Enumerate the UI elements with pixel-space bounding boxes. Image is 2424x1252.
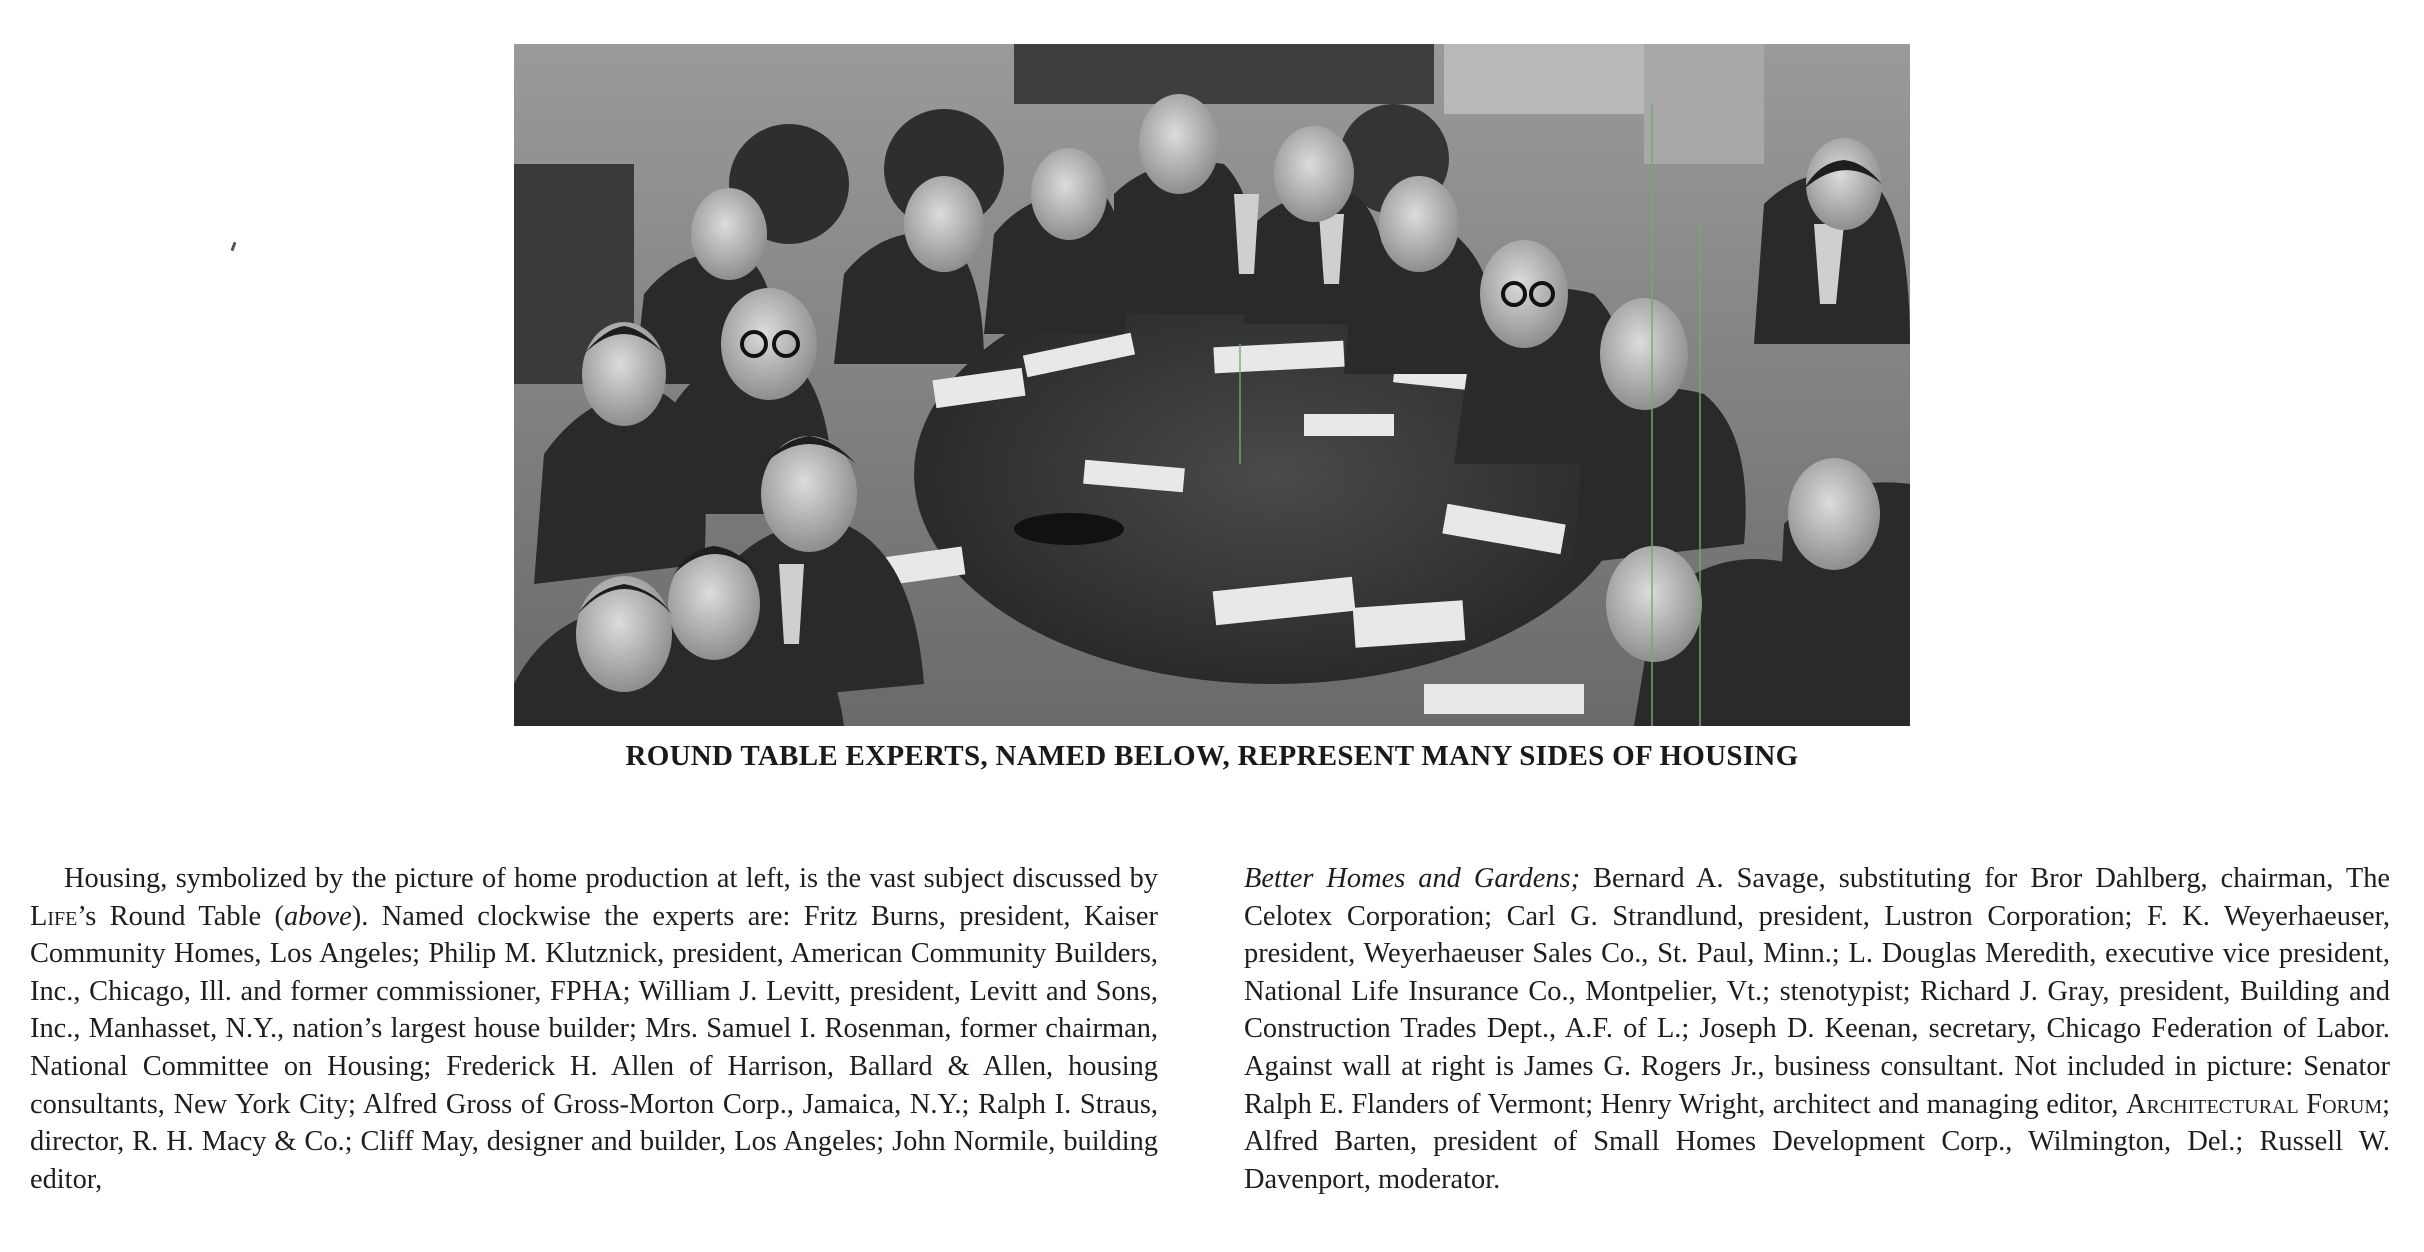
text-run: ; Alfred Barten, president of Small Homes Development Corp., Wilmington, Del.; Russell W. Davenport, moderator.: [1244, 1088, 2391, 1195]
meeting-photo-illustration: [514, 44, 1910, 726]
italic-publication: Better Homes and Gardens;: [1244, 863, 1581, 894]
article-right-column: [1244, 860, 2390, 1198]
left-column-paragraph: [30, 860, 1158, 1198]
text-run: ’s Round Table (: [77, 900, 284, 932]
italic-reference: above: [283, 900, 352, 932]
print-speck: [231, 242, 237, 251]
round-table-photo: [514, 44, 1910, 726]
photo-caption: ROUND TABLE EXPERTS, NAMED BELOW, REPRESENT MANY SIDES OF HOUSING: [625, 740, 1799, 772]
text-run: Housing, symbolized by the picture of home production at left, is the vast subject discussed by: [64, 863, 1158, 894]
magazine-name: Life: [30, 900, 78, 932]
text-run: Bernard A. Savage, substituting for Bror Dahlberg, chairman, The Celotex Corporation; Carl G. Strandlund, president, Lustron Corporation; F. K. Weyerhaeuser, president, Weyerhaeuser Sales Co., St. Paul, Minn.; L. Douglas Meredith, executive vice president, National Life Insurance Co., Montpelier, Vt.; stenotypist; Richard J. Gray, president, Building and Construction Trades Dept., A.F. of L.; Joseph D. Keenan, secretary, Chicago Federation of Labor. Against wall at right is James G. Rogers Jr., business consultant. Not included in picture: Senator Ralph E. Flanders of Vermont; Henry Wright, architect and managing editor,: [1244, 863, 2390, 1120]
article-left-column: [30, 860, 1158, 1198]
right-column-paragraph: [1244, 860, 2390, 1198]
publication-name: Architectural Forum: [2126, 1088, 2383, 1120]
text-run: ). Named clockwise the experts are: Fritz Burns, president, Kaiser Community Homes, Los Angeles; Philip M. Klutznick, president, American Community Builders, Inc., Chicago, Ill. and former commissioner, FPHA; William J. Levitt, president, Levitt and Sons, Inc., Manhasset, N.Y., nation’s largest house builder; Mrs. Samuel I. Rosenman, former chairman, National Committee on Housing; Frederick H. Allen of Harrison, Ballard & Allen, housing consultants, New York City; Alfred Gross of Gross-Morton Corp., Jamaica, N.Y.; Ralph I. Straus, director, R. H. Macy & Co.; Cliff May, designer and builder, Los Angeles; John Normile, building editor,: [30, 900, 1158, 1195]
